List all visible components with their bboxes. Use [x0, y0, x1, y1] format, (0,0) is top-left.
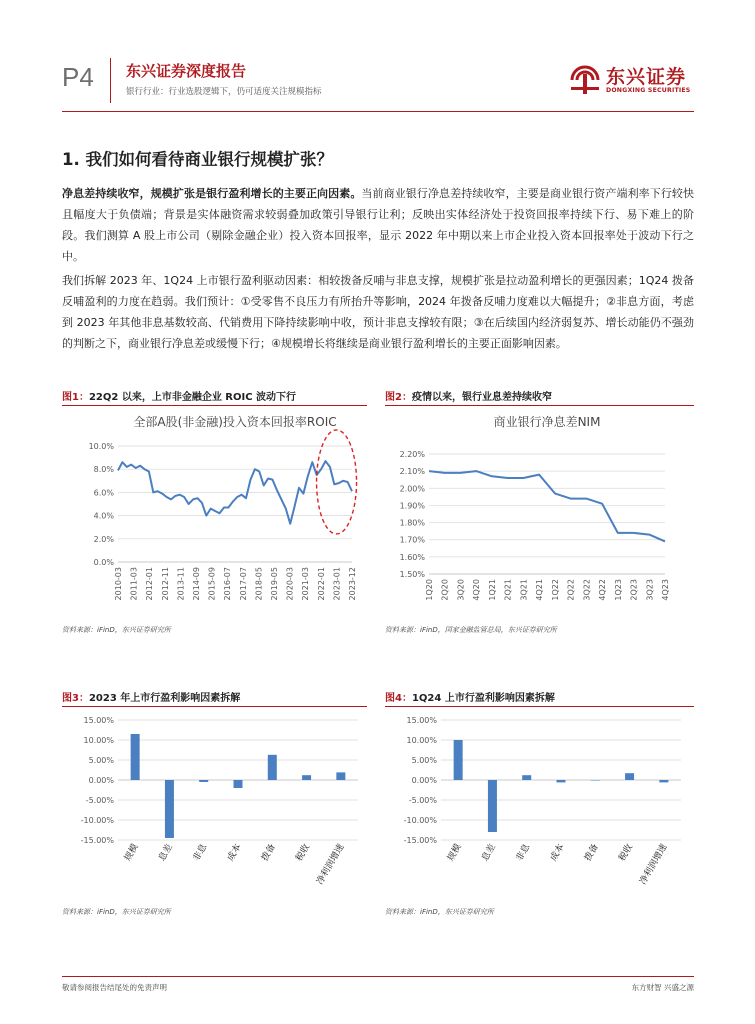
roic-annotation-ellipse	[317, 430, 357, 534]
figure-2-caption: 疫情以来，银行业息差持续收窄	[411, 392, 552, 403]
f1q24-bar	[557, 780, 566, 782]
f2023-y-tick-label: 15.00%	[83, 716, 114, 725]
roic-y-tick-label: 4.0%	[93, 511, 114, 521]
paragraph-1	[62, 183, 694, 267]
roic-x-tick-label: 2021-03	[301, 567, 311, 601]
f2023-bar	[131, 734, 140, 780]
roic-x-tick-label: 2023-01	[332, 567, 342, 601]
roic-x-tick-label: 2020-03	[285, 567, 295, 601]
nim-x-tick-label: 2Q20	[440, 579, 450, 601]
roic-x-tick-label: 2023-12	[348, 567, 357, 601]
f1q24-bar	[625, 773, 634, 780]
nim-x-tick-label: 4Q20	[472, 579, 482, 601]
nim-x-tick-label: 1Q20	[425, 579, 434, 601]
roic-y-tick-label: 0.0%	[93, 558, 114, 567]
f1q24-bar	[522, 775, 531, 780]
roic-y-tick-label: 6.0%	[93, 488, 114, 498]
f2023-bar	[165, 780, 174, 838]
report-title: 东兴证券深度报告	[126, 62, 247, 80]
figure-1-source: 资料来源：iFinD，东兴证券研究所	[62, 626, 171, 634]
figure-4-title	[385, 689, 555, 704]
f1q24-x-tick-label: 息差	[480, 842, 499, 864]
f2023-x-tick-label: 息差	[157, 842, 176, 864]
profit-2023-bar-chart	[62, 712, 367, 904]
figure-2-rule	[385, 405, 694, 406]
f1q24-y-tick-label: -10.00%	[403, 816, 437, 825]
figure-3-rule	[62, 706, 367, 707]
f2023-x-tick-label: 净利润增速	[315, 842, 347, 887]
page-number: P4	[62, 62, 94, 92]
roic-line-chart	[62, 410, 367, 622]
f1q24-y-tick-label: -5.00%	[408, 796, 437, 805]
roic-x-tick-label: 2017-07	[238, 567, 248, 601]
roic-y-tick-label: 2.0%	[93, 534, 114, 544]
footer-disclaimer: 敬请参阅报告结尾处的免责声明	[62, 983, 167, 992]
roic-x-tick-label: 2011-03	[129, 567, 139, 601]
f2023-bar	[199, 780, 208, 782]
f2023-x-tick-label: 规模	[123, 842, 141, 864]
f1q24-x-tick-label: 税收	[617, 842, 636, 864]
roic-y-tick-label: 8.0%	[93, 465, 114, 475]
f2023-y-tick-label: -15.00%	[80, 836, 114, 845]
nim-x-tick-label: 2Q22	[566, 579, 576, 601]
f2023-bar	[302, 775, 311, 780]
f1q24-bar	[659, 780, 668, 782]
roic-chart-title: 全部A股(非金融)投入资本回报率ROIC	[133, 415, 337, 429]
company-logo	[568, 60, 693, 100]
f1q24-bar	[454, 740, 463, 780]
figure-3-caption: 2023 年上市行盈利影响因素拆解	[88, 693, 241, 704]
f1q24-y-tick-label: -15.00%	[403, 836, 437, 845]
f1q24-x-tick-label: 成本	[548, 842, 567, 864]
nim-x-tick-label: 3Q20	[456, 579, 466, 601]
figure-4-source: 资料来源：iFinD，东兴证券研究所	[385, 908, 494, 916]
figure-1-rule	[62, 405, 367, 406]
figure-3-source: 资料来源：iFinD，东兴证券研究所	[62, 908, 171, 916]
figure-2-title	[385, 388, 552, 403]
f2023-bar	[234, 780, 243, 788]
figure-2-number: 图2：	[385, 392, 412, 403]
figure-2-source: 资料来源：iFinD，国家金融监管总局，东兴证券研究所	[385, 626, 557, 634]
header-rule	[62, 111, 694, 112]
f2023-y-tick-label: -10.00%	[80, 816, 114, 825]
nim-x-tick-label: 1Q23	[613, 579, 623, 601]
nim-x-tick-label: 3Q23	[645, 579, 655, 601]
nim-chart-title: 商业银行净息差NIM	[493, 415, 601, 429]
f2023-x-tick-label: 非息	[191, 842, 210, 864]
nim-x-tick-label: 2Q23	[629, 579, 639, 601]
figure-4-rule	[385, 706, 694, 707]
figure-4-number: 图4：	[385, 693, 412, 704]
f1q24-y-tick-label: 0.00%	[411, 776, 437, 785]
roic-x-tick-label: 2018-05	[254, 567, 264, 601]
roic-x-tick-label: 2012-11	[160, 567, 170, 601]
f1q24-bar	[591, 780, 600, 781]
section-title: 1. 我们如何看待商业银行规模扩张？	[62, 150, 333, 169]
figure-1-caption: 22Q2 以来，上市非金融企业 ROIC 波动下行	[88, 392, 297, 403]
nim-y-tick-label: 2.00%	[399, 484, 425, 494]
roic-x-tick-label: 2012-01	[145, 567, 155, 601]
nim-x-tick-label: 1Q21	[487, 579, 497, 601]
roic-x-tick-label: 2015-09	[207, 567, 217, 601]
roic-x-tick-label: 2014-09	[192, 567, 201, 601]
figure-3-number: 图3：	[62, 693, 89, 704]
logo-text-cn: 东兴证券	[606, 66, 687, 88]
nim-x-tick-label: 1Q22	[550, 579, 560, 601]
nim-x-tick-label: 2Q21	[503, 579, 513, 601]
profit-1q24-bar-chart	[385, 712, 694, 904]
logo-mark-icon	[568, 60, 602, 96]
roic-x-tick-label: 2016-07	[223, 567, 233, 601]
f2023-bar	[336, 772, 345, 780]
nim-y-tick-label: 2.20%	[399, 450, 425, 459]
f1q24-y-tick-label: 10.00%	[406, 736, 437, 745]
nim-y-tick-label: 1.60%	[399, 552, 425, 562]
figure-3-title	[62, 689, 240, 704]
nim-y-tick-label: 1.90%	[399, 501, 425, 511]
footer-rule	[62, 976, 694, 977]
roic-x-tick-label: 2013-11	[176, 567, 186, 601]
figure-1-number: 图1：	[62, 392, 89, 403]
f1q24-x-tick-label: 净利润增速	[638, 842, 670, 887]
f1q24-y-tick-label: 15.00%	[406, 716, 437, 725]
nim-x-tick-label: 3Q22	[582, 579, 592, 601]
nim-series-line	[429, 471, 665, 541]
logo-text-en: DONGXING SECURITIES	[606, 87, 691, 94]
nim-line-chart	[385, 410, 694, 622]
f1q24-x-tick-label: 非息	[514, 842, 533, 864]
f2023-x-tick-label: 拨备	[260, 842, 278, 864]
nim-y-tick-label: 1.70%	[399, 535, 425, 545]
header-divider	[110, 58, 111, 103]
paragraph-1-lead: 净息差持续收窄，规模扩张是银行盈利增长的主要正向因素。	[62, 187, 362, 200]
roic-x-tick-label: 2019-05	[270, 567, 279, 601]
f1q24-x-tick-label: 拨备	[583, 842, 601, 864]
figure-1-title	[62, 388, 296, 403]
roic-x-tick-label: 2010-03	[114, 567, 123, 601]
f2023-bar	[268, 755, 277, 780]
figure-4-caption: 1Q24 上市行盈利影响因素拆解	[411, 693, 555, 704]
footer-slogan: 东方财智 兴盛之源	[631, 983, 694, 992]
nim-x-tick-label: 4Q23	[661, 579, 670, 601]
f1q24-x-tick-label: 规模	[446, 842, 464, 864]
nim-y-tick-label: 1.50%	[399, 570, 425, 579]
f2023-y-tick-label: 10.00%	[83, 736, 114, 745]
nim-y-tick-label: 2.10%	[399, 467, 425, 477]
f2023-x-tick-label: 成本	[225, 842, 244, 864]
nim-y-tick-label: 1.80%	[399, 518, 425, 528]
paragraph-1-body: 当前商业银行净息差持续收窄，主要是商业银行资产端利率下行较快且幅度大于负债端；背景是实体融资需求较弱叠加政策引导银行让利；反映出实体经济处于投资回报率持续下行、易下难上的阶段。我们测算 A 股上市公司（剔除金融企业）投入资本回报率，显示 2022 年中期以来上市企业投入资本回报率处于波动下行之中。	[62, 187, 695, 263]
nim-x-tick-label: 3Q21	[519, 579, 529, 601]
roic-x-tick-label: 2022-01	[316, 567, 326, 601]
f1q24-bar	[488, 780, 497, 832]
nim-x-tick-label: 4Q21	[535, 579, 545, 601]
f2023-x-tick-label: 税收	[294, 842, 313, 864]
f2023-y-tick-label: 0.00%	[88, 776, 114, 785]
report-subtitle: 银行行业：行业选股逻辑下，仍可适度关注规模指标	[126, 87, 322, 97]
f2023-y-tick-label: 5.00%	[88, 756, 114, 765]
f1q24-y-tick-label: 5.00%	[411, 756, 437, 765]
f2023-y-tick-label: -5.00%	[85, 796, 114, 805]
roic-y-tick-label: 10.0%	[88, 442, 114, 451]
nim-x-tick-label: 4Q22	[598, 579, 608, 601]
paragraph-2: 我们拆解 2023 年、1Q24 上市银行盈利驱动因素：相较拨备反哺与非息支撑，规模扩张是拉动盈利增长的更强因素；1Q24 拨备反哺盈利的力度在趋弱。我们预计：①受零售不良压力有所抬升等影响，2024 年拨备反哺力度难以大幅提升；②非息方面，考虑到 2023 年其他非息基数较高、代销费用下降持续影响中收，预计非息支撑较有限；③在后续国内经济弱复苏、增长动能仍不强劲的判断之下，商业银行净息差或缓慢下行；④规模增长将继续是商业银行盈利增长的主要正面影响因素。	[62, 274, 694, 350]
